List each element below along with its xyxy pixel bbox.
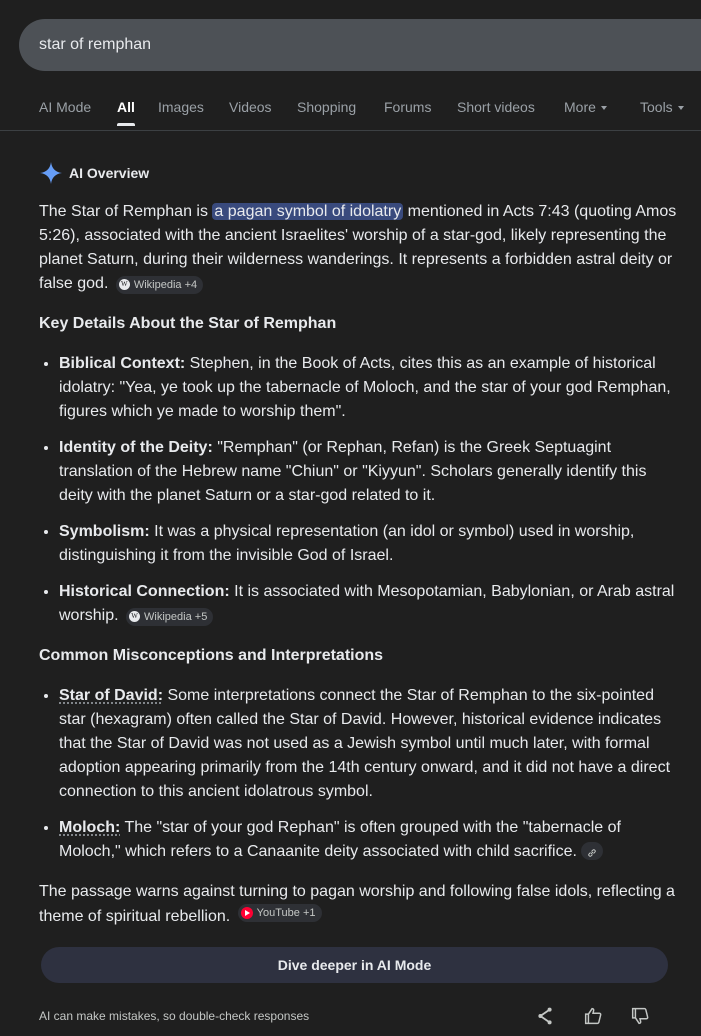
ai-overview-content bbox=[39, 200, 679, 929]
list-item bbox=[59, 436, 679, 508]
item-text: The "star of your god Rephan" is often grouped with the "tabernacle of Moloch," which refers to a Canaanite deity associated with child sacrifice. bbox=[59, 819, 621, 860]
chevron-down-icon bbox=[678, 106, 684, 110]
closing-text: The passage warns against turning to pagan worship and following false idols, reflecting a theme of spiritual rebellion. bbox=[39, 883, 675, 925]
share-icon[interactable] bbox=[534, 1005, 556, 1027]
source-label: Wikipedia +4 bbox=[133, 278, 198, 291]
youtube-icon bbox=[241, 907, 253, 919]
item-text: It is associated with Mesopotamian, Babylonian, or Arab astral worship. bbox=[59, 583, 675, 624]
tab-shopping[interactable]: Shopping bbox=[297, 99, 357, 115]
ai-overview-title: AI Overview bbox=[69, 165, 150, 181]
thumbs-down-icon[interactable] bbox=[629, 1005, 651, 1027]
item-label: Historical Connection: bbox=[59, 583, 230, 600]
list-item bbox=[59, 580, 679, 628]
tab-tools-label: Tools bbox=[640, 99, 673, 115]
item-label: Biblical Context: bbox=[59, 355, 186, 372]
dive-deeper-button[interactable]: Dive deeper in AI Mode bbox=[41, 947, 668, 983]
list-item bbox=[59, 684, 679, 804]
source-chip-wikipedia[interactable] bbox=[126, 608, 213, 626]
closing-paragraph bbox=[39, 880, 679, 929]
misconceptions-list bbox=[39, 684, 679, 864]
thumbs-up-icon[interactable] bbox=[582, 1005, 604, 1027]
tab-short-videos[interactable]: Short videos bbox=[457, 99, 535, 115]
search-tabs bbox=[0, 90, 701, 131]
wikipedia-icon: W bbox=[119, 279, 130, 290]
gemini-sparkle-icon bbox=[39, 161, 63, 185]
item-label: Identity of the Deity: bbox=[59, 439, 213, 456]
item-text: "Remphan" (or Rephan, Refan) is the Greek Septuagint translation of the Hebrew name "Chiun" or "Kiyyun". Scholars generally identify this deity with the planet Saturn or a star-god related to it. bbox=[59, 439, 647, 504]
ai-overview-header bbox=[39, 160, 149, 186]
tab-forums[interactable]: Forums bbox=[384, 99, 432, 115]
tab-more-label: More bbox=[564, 99, 596, 115]
intro-text-rest: mentioned in Acts 7:43 (quoting Amos 5:26), associated with the ancient Israelites' worship of a star-god, likely representing the planet Saturn, during their wilderness wanderings. It represents a forbidden astral deity or false god. bbox=[39, 203, 677, 292]
tab-videos[interactable]: Videos bbox=[229, 99, 272, 115]
list-item bbox=[59, 816, 679, 864]
tab-tools[interactable] bbox=[640, 99, 684, 115]
search-input[interactable] bbox=[39, 19, 639, 71]
tab-all[interactable]: All bbox=[117, 99, 135, 115]
item-text: Stephen, in the Book of Acts, cites this as an example of historical idolatry: "Yea, ye took up the tabernacle of Moloch, and the star of your god Remphan, figures which ye made to worship them". bbox=[59, 355, 671, 420]
source-chip-wikipedia[interactable] bbox=[116, 276, 203, 294]
item-text: It was a physical representation (an idol or symbol) used in worship, distinguishing it from the invisible God of Israel. bbox=[59, 523, 635, 564]
tab-more[interactable] bbox=[564, 99, 607, 115]
source-label: YouTube +1 bbox=[256, 907, 316, 919]
chevron-down-icon bbox=[601, 106, 607, 110]
list-item bbox=[59, 520, 679, 568]
item-label: Symbolism: bbox=[59, 523, 150, 540]
tab-ai-mode[interactable]: AI Mode bbox=[39, 99, 92, 115]
link-icon[interactable] bbox=[581, 842, 603, 860]
intro-paragraph bbox=[39, 200, 679, 296]
section-heading-key-details: Key Details About the Star of Remphan bbox=[39, 315, 337, 332]
list-item bbox=[59, 352, 679, 424]
section-heading-misconceptions: Common Misconceptions and Interpretations bbox=[39, 647, 384, 664]
item-text: Some interpretations connect the Star of Remphan to the six-pointed star (hexagram) often called the Star of David. However, historical evidence indicates that the Star of David was not used as a Jewish symbol until much later, with formal adoption appearing primarily from the 14th century onward, and it did not have a direct connection to this ancient idolatrous symbol. bbox=[59, 687, 671, 800]
source-chip-youtube[interactable] bbox=[238, 904, 322, 922]
key-details-list bbox=[39, 352, 679, 628]
star-of-david-link[interactable]: Star of David: bbox=[59, 687, 164, 704]
search-bar[interactable] bbox=[19, 19, 701, 71]
moloch-link[interactable]: Moloch: bbox=[59, 819, 121, 836]
intro-text: The Star of Remphan is bbox=[39, 203, 213, 220]
disclaimer-text: AI can make mistakes, so double-check responses bbox=[39, 1009, 310, 1023]
source-label: Wikipedia +5 bbox=[144, 610, 208, 623]
wikipedia-icon: W bbox=[129, 611, 140, 622]
tab-images[interactable]: Images bbox=[158, 99, 204, 115]
highlighted-phrase: a pagan symbol of idolatry bbox=[214, 203, 402, 220]
